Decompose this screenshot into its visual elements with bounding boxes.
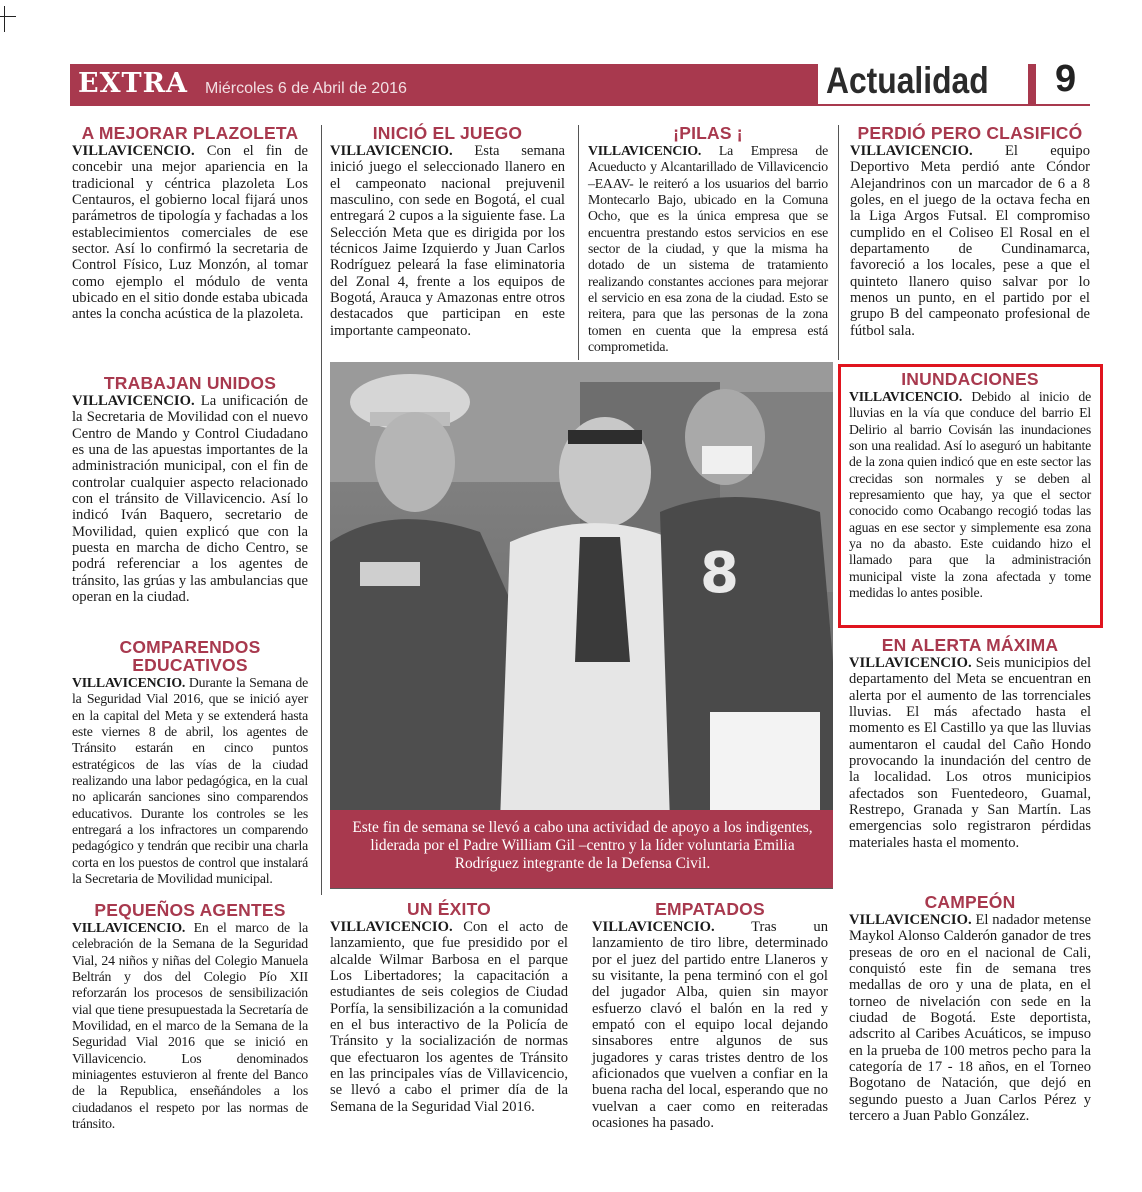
crop-mark (0, 16, 16, 17)
crop-mark (4, 6, 5, 32)
article-dateline: VILLAVICENCIO. (72, 675, 186, 690)
article-body: VILLAVICENCIO. Tras un lanzamiento de tiro libre, determinado por el juez del partido entre Llaneros y su visitante, la pena terminó con el gol del jugador Alba, quien sin mayor esfuerzo clavó el balón en la red y empató con el equipo local dejando sinsabores entre algunos de sus jugadores y caras tristes dentro de los aficionados que vuelven a confiar en la buena racha del local, esperando que no vuelvan a caer como en reiteradas ocasiones ha pasado. (592, 919, 828, 1132)
article-headline: EMPATADOS (655, 899, 765, 919)
article-headline: UN ÉXITO (407, 899, 491, 919)
column-rule (321, 125, 322, 895)
article-dateline: VILLAVICENCIO. (330, 919, 453, 935)
column-rule (578, 125, 579, 360)
article-dateline: VILLAVICENCIO. (849, 912, 972, 928)
article-pequenos-agentes (72, 901, 308, 1132)
article-inundaciones (849, 370, 1091, 601)
page-number: 9 (1055, 58, 1077, 100)
article-headline: PERDIÓ PERO CLASIFICÓ (857, 123, 1083, 143)
article-dateline: VILLAVICENCIO. (72, 393, 195, 409)
article-body: VILLAVICENCIO. Durante la Semana de la Seguridad Vial 2016, que se inició ayer en la capital del Meta y se extenderá hasta este viernes 8 de abril, los agentes de Tránsito estarán en cinco puntos estratégicos de las vías de la ciudad realizando una labor pedagógica, en la cual no aplicarán sanciones sino comparendos educativos. Durante los controles se les entregará a los infractores un comparendo pedagógico y tendrán que recibir una charla corta en los puestos de control que instalará la Secretaria de Movilidad municipal. (72, 675, 308, 887)
article-headline: ¡PILAS ¡ (673, 123, 743, 143)
jersey-number: 8 (700, 541, 739, 606)
article-dateline: VILLAVICENCIO. (849, 655, 972, 671)
article-comparendos-educativos (72, 638, 308, 887)
article-perdio-pero-clasifico (850, 124, 1090, 339)
article-campeon (849, 893, 1091, 1124)
article-empatados (592, 900, 828, 1131)
article-headline: EN ALERTA MÁXIMA (881, 635, 1059, 655)
article-dateline: VILLAVICENCIO. (592, 919, 715, 935)
article-body: VILLAVICENCIO. Con el acto de lanzamiento, que fue presidido por el alcalde Wilmar Barbosa en el parque Los Libertadores; la capacitación a estudiantes de seis colegios de Ciudad Porfía, la sensibilización a la comunidad en el bus interactivo de la Policía de Tránsito y la socialización de normas que efectuaron los agentes de Tránsito en las principales vías de Villavicencio, se llevó a cabo el primer día de la Semana de la Seguridad Vial 2016. (330, 919, 568, 1115)
article-en-alerta-maxima (849, 636, 1091, 851)
article-body: VILLAVICENCIO. El nadador metense Maykol Alonso Calderón ganador de tres preseas de oro en el nacional de Cali, conquistó este fin de semana tres medallas de oro y una de plata, en el torneo de nivelación con sede en la ciudad de Bogotá. Este deportista, adscrito al Caribes Acuáticos, se impuso en la prueba de 100 metros pecho para la categoría de 17 - 18 años, en el Torneo Bogotano de Natación, que dejó en segundo puesto a Juan Carlos Pérez y tercero a Juan Pablo González. (849, 912, 1091, 1125)
article-body: VILLAVICENCIO. Seis municipios del departamento del Meta se encuentran en alerta por el aumento de las torrenciales lluvias. El más afectado hasta el momento es El Castillo ya que las lluvias aumentaron el caudal del Caño Hondo provocando la inundación del centro de la localidad. Los otros municipios afectados son Fuentedeoro, Guamal, Restrepo, Granada y San Martín. Las emergencias solo registraron pérdidas materiales hasta el momento. (849, 655, 1091, 851)
article-headline: INUNDACIONES (901, 369, 1039, 389)
article-dateline: VILLAVICENCIO. (72, 920, 186, 935)
article-dateline: VILLAVICENCIO. (330, 143, 453, 159)
article-headline: COMPARENDOS EDUCATIVOS (119, 637, 261, 675)
article-body: VILLAVICENCIO. Debido al inicio de lluvias en la vía que conduce del barrio El Delirio al barrio Covisán las inundaciones son una realidad. Así lo aseguró un habitante de la zona quien indicó que en este sector las crecidas son normales y se deben al represamiento que hay, ya que el sector conocido como Ocabango recogió todas las aguas en ese sector y simplemente esa zona ya no da abasto. Este cuidando hizo el llamado para que la administración municipal viste la zona afectada y tome medidas lo antes posible. (849, 389, 1091, 601)
newspaper-logo: EXTRA (78, 68, 189, 99)
column-rule (838, 125, 839, 360)
section-title: Actualidad (826, 60, 989, 101)
article-headline: CAMPEÓN (924, 892, 1016, 912)
issue-date: Miércoles 6 de Abril de 2016 (205, 80, 407, 97)
article-trabajan-unidos (72, 374, 308, 605)
article-headline: A MEJORAR PLAZOLETA (81, 123, 299, 143)
article-dateline: VILLAVICENCIO. (72, 143, 195, 159)
article-dateline: VILLAVICENCIO. (849, 389, 963, 404)
article-dateline: VILLAVICENCIO. (588, 143, 702, 158)
article-body: VILLAVICENCIO. En el marco de la celebración de la Semana de la Seguridad Vial, 24 niños y niñas del Colegio Manuela Beltrán y dos del Colegio Pío XII reforzarán los procesos de sensibilización vial que tiene presupuestada la Secretaría de Movilidad, en el marco de la Semana de la Seguridad Vial 2016 que se inició en Villavicencio. Los denominados miniagentes estuvieron al frente del Banco de la Republica, enseñándoles a los ciudadanos el respeto por las normas de tránsito. (72, 920, 308, 1132)
article-dateline: VILLAVICENCIO. (850, 143, 973, 159)
article-headline: TRABAJAN UNIDOS (103, 373, 277, 393)
article-inicio-el-juego (330, 124, 565, 339)
article-pilas (588, 124, 828, 355)
article-headline: INICIÓ EL JUEGO (372, 123, 523, 143)
article-mejorar-plazoleta (72, 124, 308, 323)
article-body: VILLAVICENCIO. La Empresa de Acueducto y Alcantarillado de Villavicencio –EAAV- le reiteró a los usuarios del barrio Montecarlo Bajo, ubicado en la Comuna Ocho, que es la única empresa que se encuentra prestando estos servicios en ese sector de la ciudad, y que la misma ha dotado de un sistema de tratamiento realizando constantes acciones para mejorar el servicio en esa zona de la ciudad. Esto se reitera, para que las personas de la zona tomen en cuenta que la empresa está comprometida. (588, 143, 828, 355)
article-body: VILLAVICENCIO. Con el fin de concebir una mejor apariencia en la tradicional y céntrica plazoleta Los Centauros, el gobierno local fijará unos parámetros de tipología y fachadas a los establecimientos comerciales de ese sector. Así lo confirmó la secretaria de Control Físico, Luz Monzón, al tomar como ejemplo el módulo de venta ubicado en el sitio donde estaba ubicada antes la concha acústica de la plazoleta. (72, 143, 308, 323)
photo-caption: Este fin de semana se llevó a cabo una actividad de apoyo a los indigentes, liderada por el Padre William Gil –centro y la líder voluntaria Emilia Rodríguez integrante de la Defensa Civil. (330, 810, 833, 888)
article-body: VILLAVICENCIO. Esta semana inició juego el seleccionado llanero en el campeonato nacional prejuvenil masculino, con sede en Bogotá, el cual entregará 2 cupos a la siguiente fase. La Selección Meta que es dirigida por los técnicos Jaime Izquierdo y Juan Carlos Rodríguez peleará la fase eliminatoria del Zonal 4, frente a los equipos de Bogotá, Arauca y Amazonas entre otros destacados que participan en este importante campeonato. (330, 143, 565, 339)
article-body: VILLAVICENCIO. El equipo Deportivo Meta perdió ante Cóndor Alejandrinos con un marcador de 6 a 8 goles, en el juego de la octava fecha en la Liga Argos Futsal. El compromiso cumplido en el Coliseo El Rosal en el departamento de Cundinamarca, favoreció a los locales, pese a que el quinteto llanero quiso salvar por lo menos un punto, en el partido por el grupo B del campeonato profesional de fútbol sala. (850, 143, 1090, 339)
article-body: VILLAVICENCIO. La unificación de la Secretaria de Movilidad con el nuevo Centro de Mando y Control Ciudadano es una de las apuestas importantes de la administración municipal, con el fin de controlar cualquier aspecto relacionado con el tránsito de Villavicencio. Así lo indicó Iván Baquero, secretario de Movilidad, quien explicó que con la puesta en marcha de dicho Centro, se podrá referenciar a los agentes de tránsito, las grúas y las ambulancias que operan en la ciudad. (72, 393, 308, 606)
article-headline: PEQUEÑOS AGENTES (94, 900, 286, 920)
article-un-exito (330, 900, 568, 1115)
